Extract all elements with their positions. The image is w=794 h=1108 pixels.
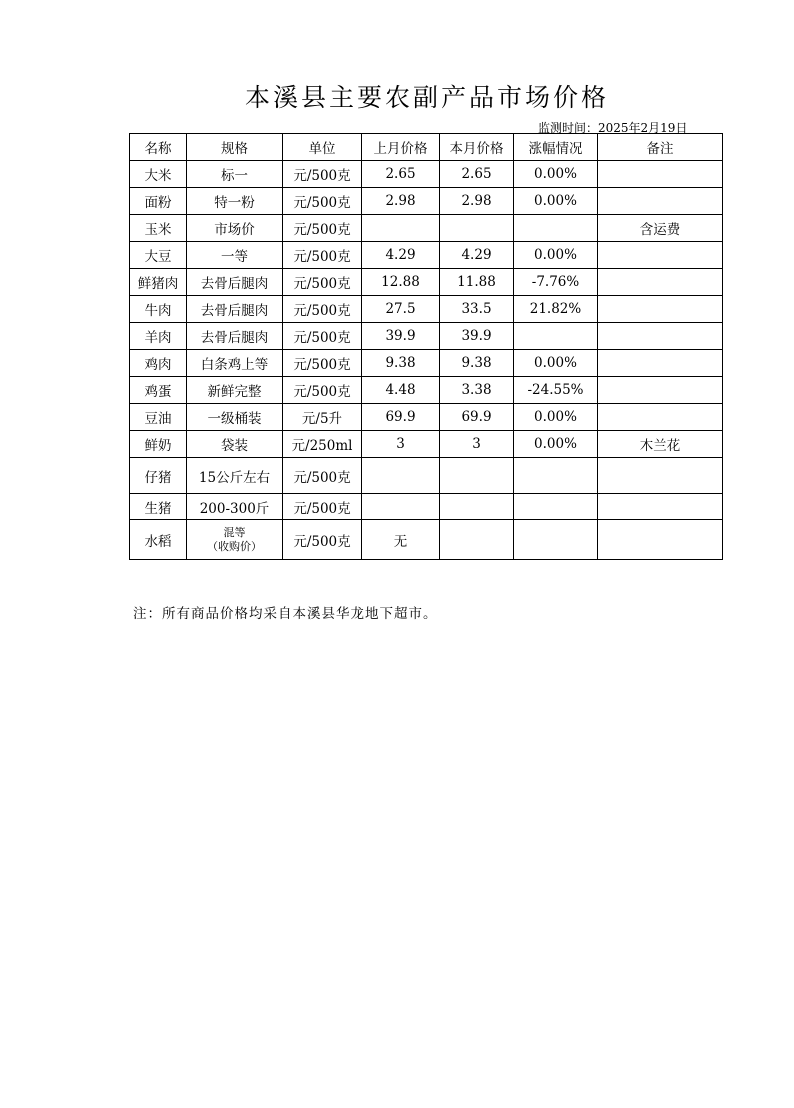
cell-remark: [598, 404, 723, 431]
table-row: [130, 188, 723, 215]
cell-spec: 200-300斤: [187, 494, 283, 520]
cell-this-month-price: [440, 215, 514, 242]
cell-last-month-price: 3: [362, 431, 440, 458]
cell-this-month-price: [440, 494, 514, 520]
cell-change: [514, 323, 598, 350]
cell-this-month-price: 11.88: [440, 269, 514, 296]
header-last-month-price: 上月价格: [362, 134, 440, 161]
cell-this-month-price: 2.65: [440, 161, 514, 188]
cell-change: 0.00%: [514, 431, 598, 458]
cell-spec: 新鲜完整: [187, 377, 283, 404]
cell-this-month-price: [440, 458, 514, 494]
cell-name: 鲜奶: [130, 431, 187, 458]
table-row: [130, 242, 723, 269]
cell-name: 生猪: [130, 494, 187, 520]
cell-unit: 元/500克: [283, 520, 362, 560]
cell-change: 0.00%: [514, 404, 598, 431]
monitor-time: 监测时间：2025年2月19日: [538, 121, 688, 135]
cell-remark: [598, 458, 723, 494]
cell-this-month-price: 2.98: [440, 188, 514, 215]
table-row: [130, 161, 723, 188]
cell-remark: [598, 323, 723, 350]
table-row: [130, 494, 723, 520]
cell-remark: [598, 377, 723, 404]
cell-this-month-price: 69.9: [440, 404, 514, 431]
cell-unit: 元/5升: [283, 404, 362, 431]
cell-spec: 一级桶装: [187, 404, 283, 431]
cell-last-month-price: 69.9: [362, 404, 440, 431]
cell-name: 大豆: [130, 242, 187, 269]
cell-last-month-price: [362, 458, 440, 494]
page-title: 本溪县主要农副产品市场价格: [244, 83, 609, 112]
cell-last-month-price: 9.38: [362, 350, 440, 377]
cell-unit: 元/250ml: [283, 431, 362, 458]
cell-unit: 元/500克: [283, 350, 362, 377]
table-row: [130, 350, 723, 377]
cell-remark: 含运费: [598, 215, 723, 242]
cell-change: 0.00%: [514, 188, 598, 215]
cell-unit: 元/500克: [283, 269, 362, 296]
price-table: [129, 133, 723, 560]
cell-last-month-price: [362, 494, 440, 520]
header-this-month-price: 本月价格: [440, 134, 514, 161]
cell-name: 鲜猪肉: [130, 269, 187, 296]
footnote: 注：所有商品价格均采自本溪县华龙地下超市。: [133, 606, 438, 622]
header-unit: 单位: [283, 134, 362, 161]
cell-this-month-price: 4.29: [440, 242, 514, 269]
cell-last-month-price: [362, 215, 440, 242]
spec-grade: 混等: [223, 525, 246, 539]
cell-this-month-price: 9.38: [440, 350, 514, 377]
cell-spec: 15公斤左右: [187, 458, 283, 494]
table-row: [130, 404, 723, 431]
cell-unit: 元/500克: [283, 161, 362, 188]
table-row: [130, 215, 723, 242]
cell-spec: 标一: [187, 161, 283, 188]
cell-last-month-price: 2.98: [362, 188, 440, 215]
cell-name: 豆油: [130, 404, 187, 431]
cell-name: 鸡蛋: [130, 377, 187, 404]
table-row: [130, 296, 723, 323]
cell-unit: 元/500克: [283, 296, 362, 323]
cell-spec: [187, 520, 283, 560]
cell-spec: 一等: [187, 242, 283, 269]
cell-remark: [598, 520, 723, 560]
cell-spec: 特一粉: [187, 188, 283, 215]
cell-name: 羊肉: [130, 323, 187, 350]
header-spec: 规格: [187, 134, 283, 161]
cell-change: [514, 458, 598, 494]
cell-unit: 元/500克: [283, 242, 362, 269]
cell-this-month-price: [440, 520, 514, 560]
cell-remark: 木兰花: [598, 431, 723, 458]
cell-unit: 元/500克: [283, 494, 362, 520]
table-row: [130, 431, 723, 458]
cell-change: [514, 215, 598, 242]
cell-last-month-price: 39.9: [362, 323, 440, 350]
cell-unit: 元/500克: [283, 323, 362, 350]
table-row: [130, 269, 723, 296]
cell-this-month-price: 3.38: [440, 377, 514, 404]
table-header-row: [130, 134, 723, 161]
cell-name: 水稻: [130, 520, 187, 560]
cell-spec: 袋装: [187, 431, 283, 458]
cell-name: 面粉: [130, 188, 187, 215]
cell-remark: [598, 269, 723, 296]
cell-last-month-price: 无: [362, 520, 440, 560]
table-row: [130, 323, 723, 350]
cell-unit: 元/500克: [283, 377, 362, 404]
cell-unit: 元/500克: [283, 188, 362, 215]
cell-name: 玉米: [130, 215, 187, 242]
cell-change: 0.00%: [514, 350, 598, 377]
cell-last-month-price: 4.48: [362, 377, 440, 404]
cell-change: -7.76%: [514, 269, 598, 296]
cell-remark: [598, 242, 723, 269]
cell-unit: 元/500克: [283, 458, 362, 494]
cell-change: [514, 520, 598, 560]
spec-purchase-price-note: （收购价）: [207, 539, 262, 553]
cell-last-month-price: 4.29: [362, 242, 440, 269]
cell-this-month-price: 3: [440, 431, 514, 458]
cell-last-month-price: 27.5: [362, 296, 440, 323]
cell-remark: [598, 161, 723, 188]
cell-remark: [598, 188, 723, 215]
cell-change: -24.55%: [514, 377, 598, 404]
cell-name: 牛肉: [130, 296, 187, 323]
cell-spec: 去骨后腿肉: [187, 296, 283, 323]
cell-change: 0.00%: [514, 242, 598, 269]
cell-change: 0.00%: [514, 161, 598, 188]
cell-last-month-price: 12.88: [362, 269, 440, 296]
cell-this-month-price: 33.5: [440, 296, 514, 323]
cell-unit: 元/500克: [283, 215, 362, 242]
cell-change: [514, 494, 598, 520]
cell-this-month-price: 39.9: [440, 323, 514, 350]
cell-name: 鸡肉: [130, 350, 187, 377]
header-remark: 备注: [598, 134, 723, 161]
cell-name: 仔猪: [130, 458, 187, 494]
cell-spec: 白条鸡上等: [187, 350, 283, 377]
cell-remark: [598, 494, 723, 520]
header-name: 名称: [130, 134, 187, 161]
table-row: [130, 458, 723, 494]
cell-spec: 市场价: [187, 215, 283, 242]
header-change: 涨幅情况: [514, 134, 598, 161]
table-row: [130, 377, 723, 404]
cell-change: 21.82%: [514, 296, 598, 323]
table-row: [130, 520, 723, 560]
cell-spec: 去骨后腿肉: [187, 269, 283, 296]
cell-spec: 去骨后腿肉: [187, 323, 283, 350]
cell-name: 大米: [130, 161, 187, 188]
cell-remark: [598, 350, 723, 377]
cell-remark: [598, 296, 723, 323]
cell-last-month-price: 2.65: [362, 161, 440, 188]
